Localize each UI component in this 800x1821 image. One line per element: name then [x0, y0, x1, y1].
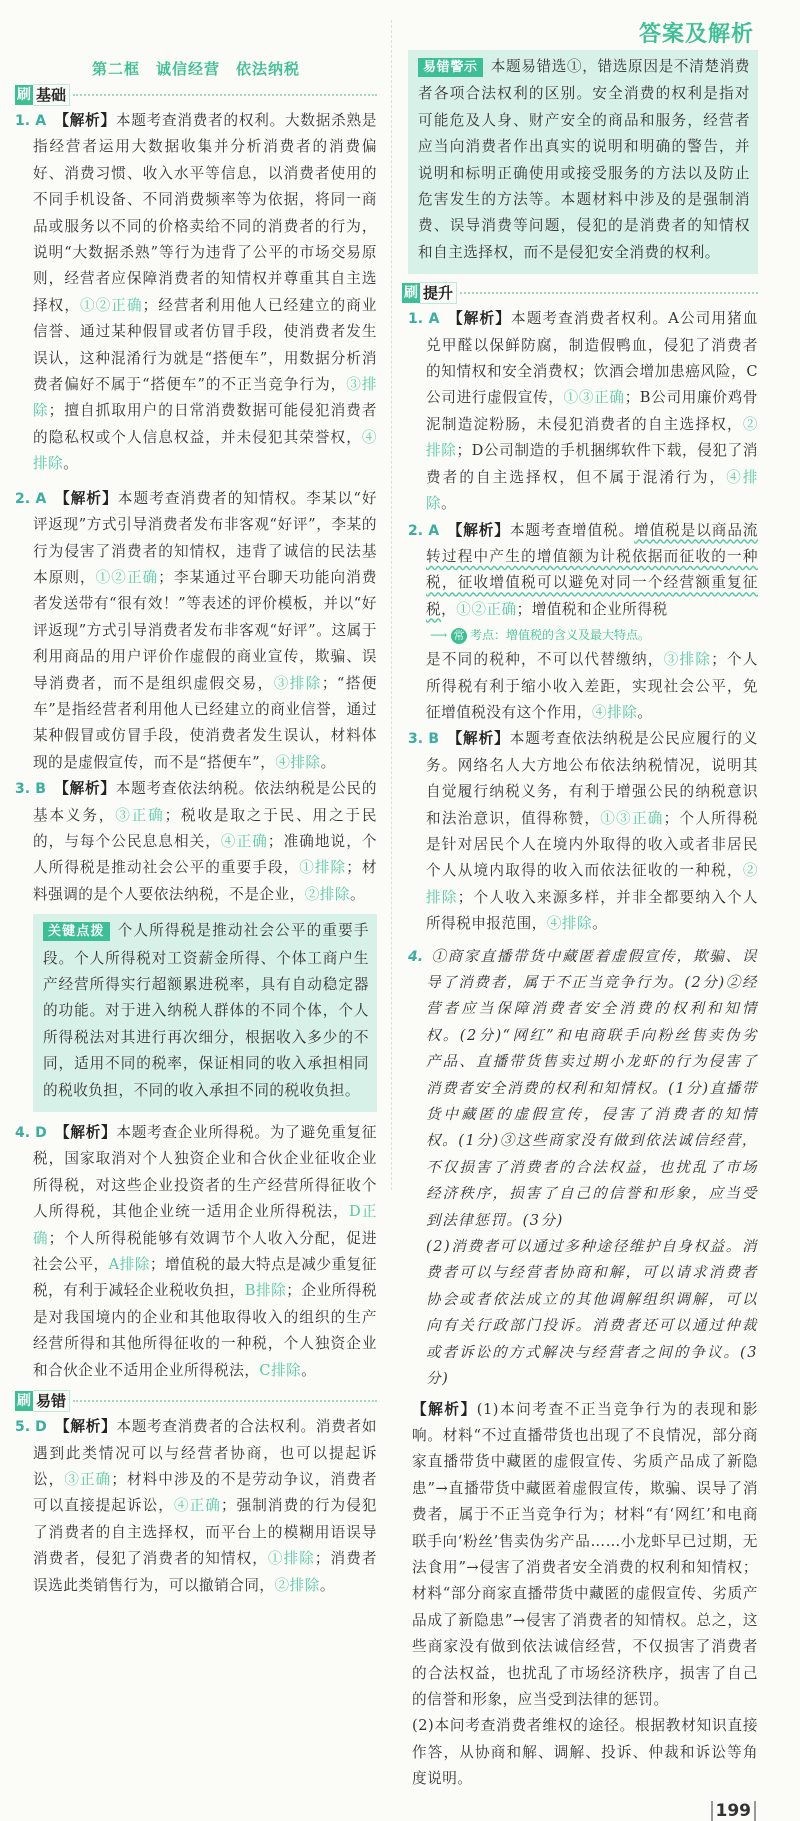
item-number: 3. B	[15, 781, 46, 798]
page-number: 199	[711, 1801, 757, 1821]
item-number: 4. D	[15, 1125, 47, 1142]
section-header-answers: 答案及解析	[638, 22, 754, 47]
analysis-label: 【解析】	[54, 112, 116, 129]
verdict-highlight: ②排除	[304, 885, 350, 903]
answer-item-continued	[408, 647, 758, 726]
answer-text: 。	[301, 1361, 317, 1379]
analysis-label: 【解析】	[53, 780, 116, 798]
answer-text: 。	[63, 455, 79, 473]
verdict-highlight: ③排除	[273, 674, 322, 692]
section-heading-advance	[402, 282, 758, 304]
answer-item	[15, 1120, 377, 1384]
answer-text: 本题考查企业所得税。为了避免重复征税，国家取消对个人独资企业和合伙企业征收企业所得税，对这些企业投资者的生产经营所得征收个人所得税，其他企业统一适用企业所得税法，	[33, 1124, 377, 1221]
left-column	[15, 0, 377, 1599]
verdict-highlight: D正确	[33, 1203, 377, 1247]
dotted-rule	[460, 292, 758, 294]
dotted-rule	[73, 94, 377, 96]
verdict-highlight: ③正确	[115, 806, 165, 824]
exam-point-icon: 常	[451, 628, 467, 644]
key-tip-box	[33, 914, 377, 1112]
verdict-highlight: B排除	[244, 1282, 287, 1300]
answer-text: ；B公司用廉价鸡骨泥制造淀粉肠，未侵犯消费者的自主选择权，	[426, 389, 758, 433]
answer-text: ；个人所得税有利于缩小收入差距，实现社会公平，免征增值税没有这个作用，	[426, 651, 758, 721]
key-sentence-underlined: 增值税是以商品流转过程中产生的增值额为计税依据而征收的一种税，征收增值税可以避免对同一个经营额重复征税	[426, 521, 758, 618]
verdict-highlight: ③正确	[64, 1470, 112, 1488]
error-warning-text: 本题易错选①，错选原因是不清楚消费者各项合法权利的区别。安全消费的权利是指对可能危及人身、财产安全的商品和服务，经营者应当向消费者作出真实的说明和明确的警告，并说明和标明正确使用或接受服务的方法以及防止危害发生的方法等。本题材料中涉及的是强制消费、误导消费等问题，侵犯的是消费者的知情权和自主选择权，而不是侵犯安全消费的权利。	[418, 58, 750, 261]
answer-text: ；消费者误选此类销售行为，可以撤销合同，	[33, 1550, 377, 1594]
answer-text: 。	[319, 1576, 335, 1594]
answer-text: ；“搭便车”是指经营者利用他人已经建立的商业信誉，通过某种假冒或仿冒手段，使消费者发生误认，材料体现的是虚假宣传，而不是“搭便车”，	[33, 674, 377, 771]
answer-text: 。	[637, 703, 653, 721]
analysis-text-2: (2)本问考查消费者维权的途径。根据教材知识直接作答，从协商和解、调解、投诉、仲裁和诉讼等角度说明。	[412, 1717, 758, 1788]
answer-text: 本题考查依法纳税。依法纳税是公民的基本义务，	[33, 780, 377, 824]
answer-text: ；增值税的最大特点是减少重复征税，有利于减轻企业税收负担，	[33, 1256, 377, 1300]
brush-tag-icon: 刷	[17, 87, 31, 103]
dotted-rule	[73, 1400, 377, 1402]
answer-item	[408, 518, 758, 624]
lesson-title: 第二框 诚信经营 依法纳税	[91, 60, 300, 78]
analysis-text: (1)本问考查不正当竞争行为的表现和影响。材料“不过直播带货也出现了不良情况，部分商家直播带货中藏匿的虚假宣传、劣质产品成了新隐患”→直播带货中藏匿着虚假宣传，欺骗、误导了消费者，属于不正当竞争行为；材料“有‘网红’和电商联手向‘粉丝’售卖伪劣产品……小龙虾早已过期，无法食用”→侵害了消费者安全消费的权利和知情权；材料“部分商家直播带货中藏匿的虚假宣传、劣质产品成了新隐患”→侵害了消费者的知情权。总之，这些商家没有做到依法诚信经营，不仅损害了消费者的合法权益，也扰乱了市场经济秩序，损害了自己的信誉和形象，应当受到法律的惩罚。	[412, 1400, 758, 1708]
answer-text: ；李某通过平台聊天功能向消费者发送带有“很有效！”等表述的评价模板，并以“好评返现”方式引导消费者发布非客观“好评”。这属于利用商品的用户评价作虚假的商业宣传，欺骗、误导消费者，而不是组织虚假交易，	[33, 568, 377, 692]
arrow-icon: ⟶	[430, 628, 452, 643]
answer-text: ；企业所得税是对我国境内的企业和其他取得收入的组织的生产经营所得和其他所得征收的一种税，个人独资企业和合伙企业不适用企业所得税法，	[33, 1282, 377, 1379]
item-number: 4.	[408, 948, 424, 965]
answer-text: 。	[592, 915, 608, 933]
answer-part-2: (2)消费者可以通过多种途径维护自身权益。消费者可以与经营者协商和解，可以请求消费者协会或者依法成立的其他调解组织调解，可以向有关行政部门投诉。消费者还可以通过仲裁或者诉讼的方式解决与经营者之间的争议。(3分)	[426, 1238, 758, 1388]
answer-text: 本题考查消费者的合法权利。消费者如遇到此类情况可以与经营者协商，也可以提起诉讼，	[33, 1418, 377, 1488]
answer-text: 本题考查增值税。	[509, 521, 635, 539]
answer-text: ；税收是取之于民、用之于民的，与每个公民息息相关，	[33, 806, 377, 850]
analysis-label: 【解析】	[54, 1418, 117, 1436]
answer-text: 本题考查消费者的权利。大数据杀熟是指经营者运用大数据收集并分析消费者的消费偏好、消费习惯、收入水平等信息，以消费者使用的不同手机设备、不同消费频率等为依据，将同一商品或服务以不同的价格卖给不同的消费者的行为，说明“大数据杀熟”等行为违背了公平的市场交易原则，经营者应保障消费者的知情权并尊重其自主选择权，	[33, 112, 377, 314]
answer-item	[15, 486, 377, 776]
answer-text: 。	[350, 885, 366, 903]
analysis-label: 【解析】	[54, 489, 118, 507]
verdict-highlight: ①③正确	[600, 809, 664, 827]
answer-item	[408, 306, 758, 517]
answer-text: ；D公司制造的手机捆绑软件下载，侵犯了消费者的自主选择权，但不属于混淆行为，	[426, 442, 758, 486]
verdict-highlight: ④正确	[220, 832, 268, 850]
item-number: 1. A	[15, 113, 47, 129]
verdict-highlight: ①②正确	[79, 296, 143, 314]
answer-part-1: ①商家直播带货中藏匿着虚假宣传，欺骗、误导了消费者，属于不正当竞争行为。(2分)②经营者应当保障消费者安全消费的权利和知情权。(2分)“网红”和电商联手向粉丝售卖伪劣产品、直播带货售卖过期小龙虾的行为侵害了消费者安全消费的权利和知情权。(1分)直播带货中藏匿的虚假宣传，侵害了消费者的知情权。(1分)③这些商家没有做到依法诚信经营，不仅损害了消费者的合法权益，也扰乱了市场经济秩序，损害了自己的信誉和形象，应当受到法律惩罚。(3分)	[426, 947, 758, 1229]
exam-point-text: 考点：增值税的含义及最大特点。	[470, 628, 651, 643]
answer-text: ；擅自抓取用户的日常消费数据可能侵犯消费者的隐私权或个人信息权益，并未侵犯其荣誉权，	[33, 402, 377, 446]
verdict-highlight: ④排除	[592, 703, 638, 721]
key-tip-text: 个人所得税是推动社会公平的重要手段。个人所得税对工资薪金所得、个体工商户生产经营所得实行超额累进税率，具有自动稳定器的功能。对于进入纳税人群体的不同个体，个人所得税法对其进行再次细分，根据收入多少的不同，适用不同的税率，保证相同的收入承担相同的税收负担，不同的收入承担不同的税收负担。	[43, 922, 369, 1099]
verdict-highlight: ①排除	[299, 859, 347, 877]
page-number-row	[408, 1801, 758, 1821]
analysis-label: 【解析】	[447, 730, 510, 748]
verdict-highlight: ②排除	[426, 415, 758, 460]
verdict-highlight: ③排除	[33, 376, 377, 420]
answer-item	[408, 726, 758, 937]
verdict-highlight: ④排除	[426, 468, 758, 513]
answer-text: ；材料中涉及的不是劳动争议，消费者可以直接提起诉讼，	[33, 1470, 377, 1515]
answer-text: ；个人收入来源多样，并非全都要纳入个人所得税申报范围，	[426, 888, 758, 933]
verdict-highlight: ①排除	[267, 1550, 315, 1568]
verdict-highlight: ④排除	[546, 915, 593, 933]
answer-text: ；增值税和企业所得税	[516, 600, 668, 618]
analysis	[408, 1397, 758, 1793]
verdict-highlight: ④排除	[275, 753, 321, 771]
section-name: 易错	[33, 1390, 70, 1412]
answer-text: ；个人所得税是针对居民个人在境内外取得的收入或者非居民个人从境内取得的收入而依法征收的一种税，	[426, 809, 758, 880]
answer-text: ；强制消费的行为侵犯了消费者的自主选择权，而平台上的模糊用语误导消费者，侵犯了消费者的知情权，	[33, 1497, 377, 1568]
answer-text: ，	[441, 600, 457, 618]
brush-tag-icon: 刷	[17, 1393, 31, 1410]
answer-item	[15, 108, 377, 478]
verdict-highlight: ④正确	[173, 1497, 221, 1515]
verdict-highlight: ②排除	[274, 1576, 320, 1594]
verdict-highlight: ①②正确	[456, 600, 517, 618]
answer-text: 本题考查消费者权利。A公司用猪血兑甲醛以保鲜防腐，制造假鸭血，侵犯了消费者的知情权和安全消费权；饮酒会增加患癌风险，C公司进行虚假宣传，	[426, 310, 758, 407]
analysis-label: 【解析】	[447, 310, 511, 328]
verdict-highlight: ④排除	[33, 428, 377, 473]
item-number: 1. A	[408, 311, 440, 328]
answer-text: 是不同的税种，不可以代替缴纳，	[426, 651, 664, 669]
item-number: 2. A	[408, 522, 440, 539]
verdict-highlight: C排除	[259, 1361, 302, 1379]
verdict-highlight: ①③正确	[563, 389, 625, 407]
analysis-label: 【解析】	[412, 1400, 477, 1418]
key-tip-badge: 关键点拨	[43, 922, 110, 941]
answer-text: 本题考查依法纳税是公民应履行的义务。网络名人大方地公布依法纳税情况，说明其自觉履行纳税义务，有利于增强公民的纳税意识和法治意识，值得称赞，	[426, 730, 758, 827]
answer-text: 。	[320, 753, 336, 771]
column-divider	[391, 20, 392, 1190]
section-heading-error-prone	[15, 1390, 377, 1412]
item-number: 5. D	[15, 1419, 47, 1436]
section-heading-basic	[15, 84, 377, 106]
exam-point-note	[408, 623, 758, 647]
section-name: 提升	[420, 282, 457, 304]
answer-text: ；准确地说，个人所得税是推动社会公平的重要手段，	[33, 832, 377, 877]
item-number: 2. A	[15, 490, 47, 507]
error-warning-badge: 易错警示	[418, 58, 483, 77]
error-warning-box	[408, 50, 758, 274]
item-number: 3. B	[408, 731, 440, 748]
analysis-label: 【解析】	[447, 521, 510, 539]
analysis-label: 【解析】	[54, 1124, 117, 1142]
answer-text: ；个人所得税能够有效调节个人收入分配，促进社会公平，	[33, 1229, 377, 1274]
verdict-highlight: A排除	[108, 1256, 151, 1274]
answer-text: 。	[441, 495, 457, 513]
answer-item-4	[408, 944, 758, 1393]
verdict-highlight: ③排除	[663, 651, 712, 669]
answer-text: 本题考查消费者的知情权。李某以“好评返现”方式引导消费者发布非客观“好评”，李某的行为侵害了消费者的知情权，违背了诚信的民法基本原则，	[33, 489, 377, 586]
right-column	[404, 0, 758, 1821]
answer-item	[15, 1414, 377, 1599]
verdict-highlight: ①②正确	[95, 568, 159, 586]
verdict-highlight: ②排除	[426, 862, 758, 906]
answer-text: ；经营者利用他人已经建立的商业信誉、通过某种假冒或者仿冒手段，使消费者发生误认，这种混淆行为就是“搭便车”，用数据分析消费者偏好不属于“搭便车”的不正当竞争行为，	[33, 296, 377, 394]
answer-item	[15, 776, 377, 908]
section-name: 基础	[33, 84, 70, 106]
brush-tag-icon: 刷	[404, 285, 418, 302]
answer-text: ；材料强调的是个人要依法纳税，不是企业，	[33, 859, 377, 903]
